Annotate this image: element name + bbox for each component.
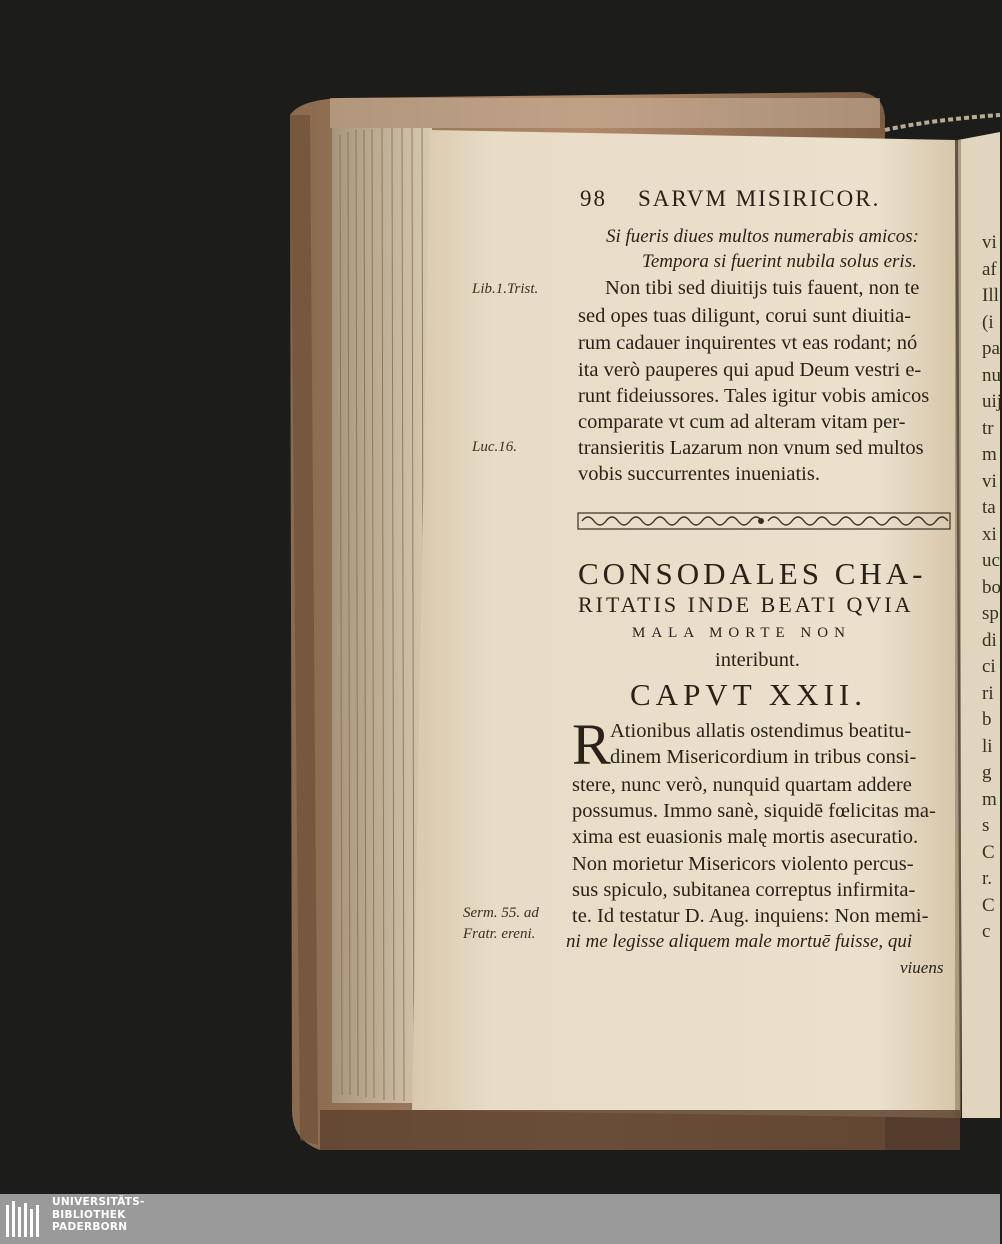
facing-page-fragment: C (982, 841, 995, 863)
body-line: sed opes tuas diligunt, corui sunt diuitia- (578, 305, 912, 327)
margin-note-serm-line1: Serm. 55. ad (463, 905, 539, 921)
logo-line: PADERBORN (52, 1221, 128, 1233)
facing-page-fragment: di (982, 629, 997, 651)
chapter-title: CAPVT XXII. (630, 677, 867, 712)
ornament-band (578, 511, 950, 531)
facing-page-fragment: uij (982, 391, 1002, 412)
running-head (580, 186, 880, 212)
verse-line-2: Tempora si fuerint nubila solus eris. (642, 251, 917, 272)
facing-page-fragment: (i (982, 311, 994, 333)
facing-page-fragment: bo (982, 576, 1001, 598)
facing-page-fragment: ci (982, 656, 996, 677)
body-line: Non morietur Misericors violento percus- (572, 853, 914, 875)
body-line: ita verò pauperes qui apud Deum vestri e- (578, 359, 922, 381)
heading-line-2: RITATIS INDE BEATI QVIA (578, 592, 914, 617)
facing-page-fragment: pa (982, 338, 1000, 359)
body-line: vobis succurrentes inueniatis. (578, 463, 820, 485)
facing-page-fragment: s (982, 815, 990, 836)
footer-bar (0, 1194, 1000, 1244)
logo-line: BIBLIOTHEK (52, 1208, 126, 1221)
facing-page-fragment: m (982, 788, 997, 810)
body-line: sus spiculo, subitanea correptus infirmita- (572, 879, 916, 901)
facing-page-fragment: ta (982, 497, 996, 518)
facing-page-fragment: xi (982, 523, 997, 545)
body-line: possumus. Immo sanè, siquidē fœlicitas ma- (572, 800, 936, 822)
facing-page-fragment: Ill (982, 285, 999, 306)
body-line: rum cadauer inquirentes vt eas rodant; nó (578, 332, 918, 354)
heading-line-1: CONSODALES CHA- (578, 556, 927, 591)
library-logo-text (52, 1196, 145, 1234)
verse-line-1: Si fueris diues multos numerabis amicos: (606, 226, 919, 247)
heading-line-3: MALA MORTE NON (632, 625, 851, 641)
facing-page-fragment: nu (982, 364, 1001, 386)
margin-note-serm-line2: Fratr. ereni. (463, 926, 536, 942)
facing-page-fragment: vi (982, 470, 997, 492)
facing-page-fragment: ri (982, 682, 994, 704)
body-line: Ationibus allatis ostendimus beatitu- (610, 720, 912, 742)
facing-page-fragment: vi (982, 232, 997, 253)
body-line: te. Id testatur D. Aug. inquiens: Non memi- (572, 905, 929, 927)
body-line: comparate vt cum ad alteram vitam per- (578, 411, 906, 433)
heading-line-4: interibunt. (715, 649, 800, 671)
logo-line: UNIVERSITÄTS- (52, 1196, 145, 1208)
running-title: SARVM MISIRICOR. (638, 186, 881, 211)
facing-page-fragment: g (982, 762, 992, 783)
facing-page-fragment: li (982, 735, 993, 757)
facing-page-fragment: b (982, 709, 992, 730)
body-line: Non tibi sed diuitijs tuis fauent, non te (605, 277, 920, 299)
margin-note-luc: Luc.16. (472, 439, 517, 455)
facing-page-fragment: C (982, 894, 995, 916)
facing-page-fragment: tr (982, 417, 994, 439)
facing-page-fragment: c (982, 921, 991, 942)
catchword: viuens (900, 958, 944, 977)
facing-page-fragment: m (982, 444, 997, 465)
library-logo-icon (4, 1199, 44, 1239)
body-line: xima est euasionis malę mortis asecuratio. (572, 826, 919, 848)
facing-page-fragment: uc (982, 550, 1000, 571)
facing-page-fragment: af (982, 258, 997, 280)
drop-cap: R (572, 712, 611, 777)
body-line: ni me legisse aliquem male mortuē fuisse, qui (566, 931, 913, 952)
facing-page-fragment: sp (982, 603, 999, 624)
margin-note-lib-trist: Lib.1.Trist. (472, 281, 539, 297)
facing-page-fragment: r. (982, 868, 993, 889)
body-line: transieritis Lazarum non vnum sed multos (578, 437, 924, 459)
page-number: 98 (580, 186, 607, 211)
body-line: runt fideiussores. Tales igitur vobis amicos (578, 385, 930, 407)
body-line: stere, nunc verò, nunquid quartam addere (572, 774, 912, 796)
body-line: dinem Misericordium in tribus consi- (610, 746, 917, 768)
